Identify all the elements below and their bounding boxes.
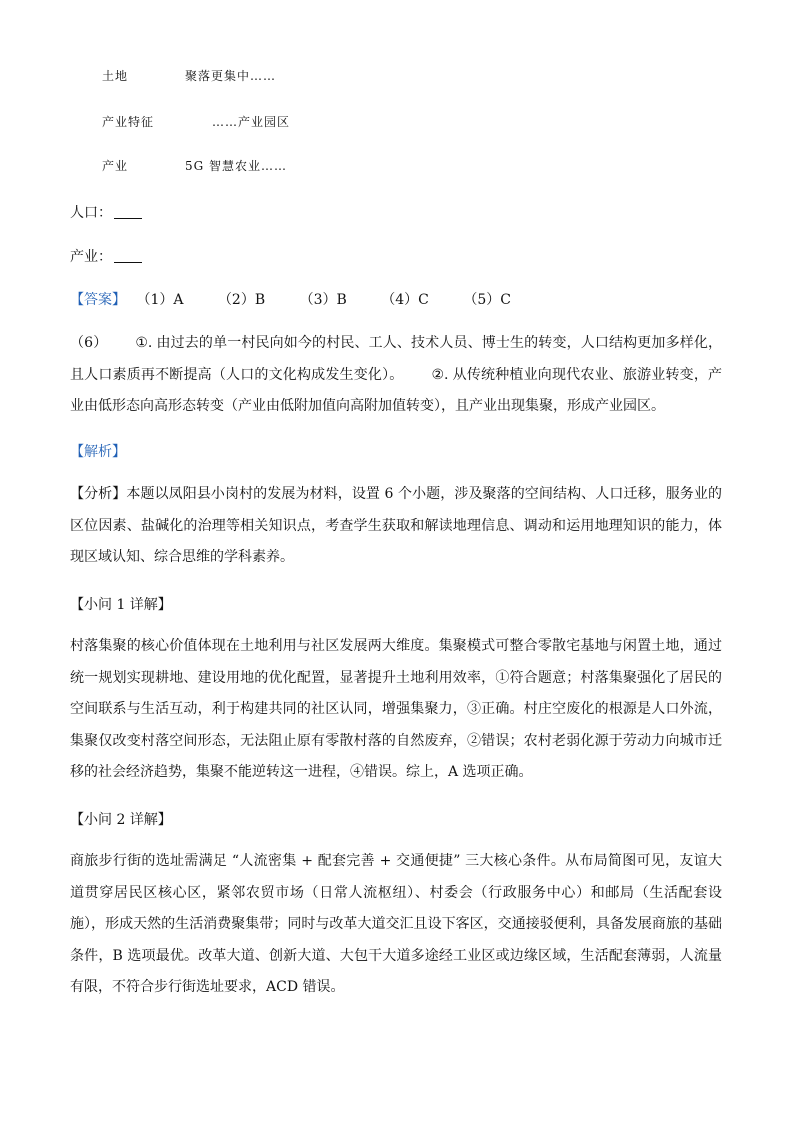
- q2-paragraph: 商旅步行街的选址需满足 “人流密集 + 配套完善 + 交通便捷” 三大核心条件。从布局简图可见，友谊大道贯穿居民区核心区，紧邻农贸市场（日常人流枢纽）、村委会（行政服务中心）和邮局（生活配套设施），形成天然的生活消费聚集带；同时与改革大道交汇且设下客区，交通接驳便利，具备发展商旅的基础条件，B 选项最优。改革大道、创新大道、大包干大道多途经工业区或边缘区域，生活配套薄弱，人流量有限，不符合步行街选址要求，ACD 错误。: [70, 853, 722, 995]
- q1-heading: 【小问 1 详解】: [70, 597, 172, 613]
- answer-6-mark-2: ②.: [431, 366, 449, 383]
- population-blank: [114, 204, 142, 219]
- table-row-label: 产业: [102, 159, 129, 173]
- analysis-paragraph: 【分析】本题以凤阳县小岗村的发展为材料，设置 6 个小题，涉及聚落的空间结构、人口迁移，服务业的区位因素、盐碱化的治理等相关知识点，考查学生获取和解读地理信息、调动和运用地理知识的能力，体现区域认知、综合思维的学科素养。: [70, 486, 722, 565]
- answer-6-paragraph: [70, 328, 722, 423]
- industry-fill-line: [70, 248, 142, 266]
- industry-blank: [114, 248, 142, 263]
- analysis-heading: 【解析】: [70, 444, 126, 460]
- table-row-value: 聚落更集中……: [185, 69, 277, 83]
- answer-item: （2）B: [217, 292, 266, 308]
- answer-item: （1）A: [136, 292, 184, 308]
- answer-heading: 【答案】: [70, 292, 126, 308]
- table-row-label: 产业特征: [102, 115, 155, 129]
- answer-item: （4）C: [381, 292, 429, 308]
- answer-line: [70, 291, 541, 309]
- table-row-value: 5G 智慧农业……: [185, 159, 288, 173]
- table-row-value: ……产业园区: [212, 115, 291, 129]
- population-label: 人口：: [70, 205, 112, 221]
- table-row-label: 土地: [102, 69, 129, 83]
- q2-heading: 【小问 2 详解】: [70, 812, 172, 828]
- answer-item: （5）C: [463, 292, 511, 308]
- answer-6-number: （6）: [70, 335, 108, 351]
- industry-label: 产业：: [70, 249, 112, 265]
- answer-6-text-1: 由过去的单一村民向如今的村民、工人、技术人员、博士生的转变，人口结构更加多样化，且人口素质再不断提高（人口的文化构成发生变化）。: [70, 335, 722, 383]
- answer-6-text-2: 从传统种植业向现代农业、旅游业转变，产业由低形态向高形态转变（产业由低附加值向高附加值转变），且产业出现集聚，形成产业园区。: [70, 366, 723, 414]
- answer-6-mark-1: ①.: [135, 335, 153, 351]
- answer-item: （3）B: [299, 292, 347, 308]
- q1-paragraph: 村落集聚的核心价值体现在土地利用与社区发展两大维度。集聚模式可整合零散宅基地与闲置土地，通过统一规划实现耕地、建设用地的优化配置，显著提升土地利用效率，①符合题意；村落集聚强化了居民的空间联系与生活互动，利于构建共同的社区认同，增强集聚力，③正确。村庄空废化的根源是人口外流，集聚仅改变村落空间形态，无法阻止原有零散村落的自然废弃，②错误；农村老弱化源于劳动力向城市迁移的社会经济趋势，集聚不能逆转这一进程，④错误。综上，A 选项正确。: [70, 638, 722, 780]
- population-fill-line: [70, 204, 142, 222]
